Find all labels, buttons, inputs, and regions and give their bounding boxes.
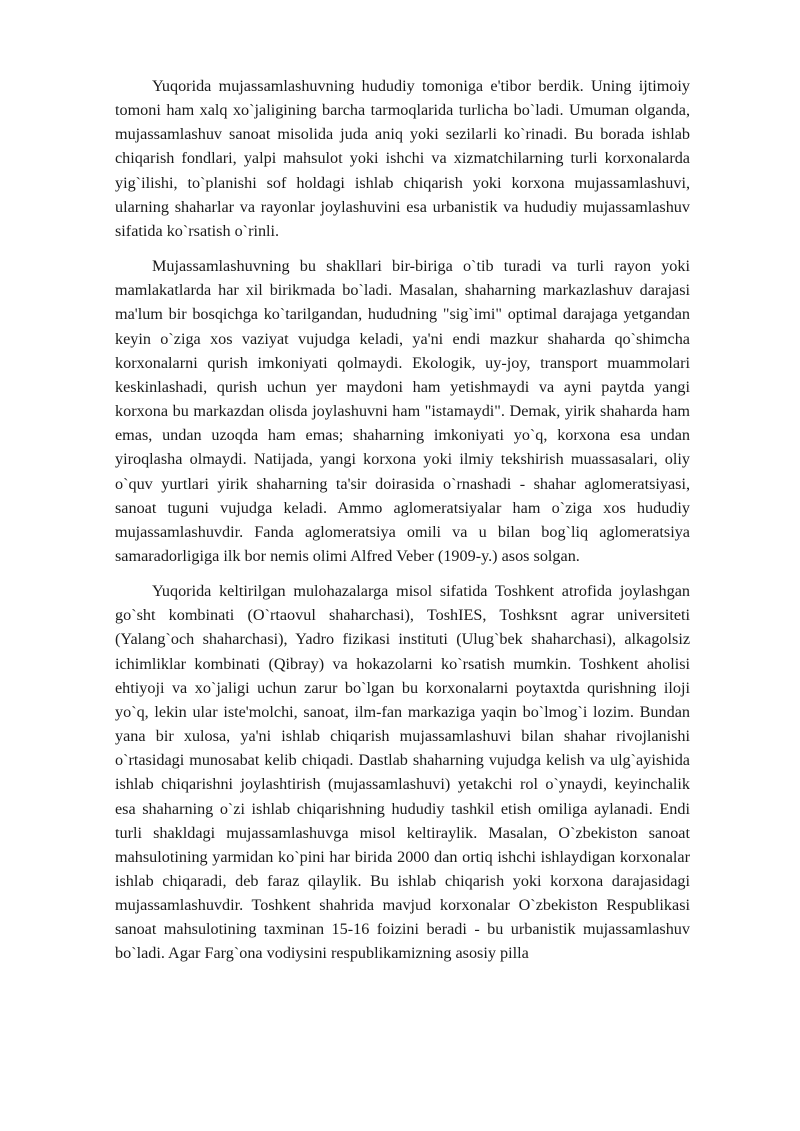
body-text	[115, 74, 690, 977]
paragraph-3: Yuqorida keltirilgan mulohazalarga misol sifatida Toshkent atrofida joylashgan go`sht kombinati (O`rtaovul shaharchasi), ToshIES, Toshksnt agrar universiteti (Yalang`och shaharchasi), Yadro fizikasi instituti (Ulug`bek shaharchasi), alkagolsiz ichimliklar kombinati (Qibray) va hokazolarni ko`rsatish mumkin. Toshkent aholisi ehtiyoji va xo`jaligi uchun zarur bo`lgan bu korxonalarni poytaxtda qurishning iloji yo`q, lekin ular iste'molchi, sanoat, ilm-fan markaziga yaqin bo`lmog`i lozim. Bundan yana bir xulosa, ya'ni ishlab chiqarish mujassamlashuvi bilan shahar rivojlanishi o`rtasidagi munosabat kelib chiqadi. Dastlab shaharning vujudga kelish va ulg`ayishida ishlab chiqarishni joylashtirish (mujassamlashuvi) yetakchi rol o`ynaydi, keyinchalik esa shaharning o`zi ishlab chiqarishning hududiy tashkil etish omiliga aylanadi. Endi turli shakldagi mujassamlashuvga misol keltiraylik. Masalan, O`zbekiston sanoat mahsulotining yarmidan ko`pini har birida 2000 dan ortiq ishchi ishlaydigan korxonalar ishlab chiqaradi, deb faraz qilaylik. Bu ishlab chiqarish yoki korxona darajasidagi mujassamlashuvdir. Toshkent shahrida mavjud korxonalar O`zbekiston Respublikasi sanoat mahsulotining taxminan 15-16 foizini beradi - bu urbanistik mujassamlashuv bo`ladi. Agar Farg`ona vodiysini respublikamizning asosiy pilla	[115, 582, 690, 963]
paragraph-1: Yuqorida mujassamlashuvning hududiy tomoniga e'tibor berdik. Uning ijtimoiy tomoni ham xalq xo`jaligining barcha tarmoqlarida turlicha bo`ladi. Umuman olganda, mujassamlashuv sanoat misolida juda aniq yoki sezilarli ko`rinadi. Bu borada ishlab chiqarish fondlari, yalpi mahsulot yoki ishchi va xizmatchilarning turli korxonalarda yig`ilishi, to`planishi sof holdagi ishlab chiqarish yoki korxona mujassamlashuvi, ularning shaharlar va rayonlar joylashuvini esa urbanistik va hududiy mujassamlashuv sifatida ko`rsatish o`rinli.	[115, 77, 690, 240]
paragraph-2: Mujassamlashuvning bu shakllari bir-biriga o`tib turadi va turli rayon yoki mamlakatlarda har xil birikmada bo`ladi. Masalan, shaharning markazlashuv darajasi ma'lum bir bosqichga ko`tarilgandan, hududning "sig`imi" optimal darajaga yetgandan keyin o`ziga xos vaziyat vujudga keladi, ya'ni endi mazkur shaharda qo`shimcha korxonalarni qurish imkoniyati qolmaydi. Ekologik, uy-joy, transport muammolari keskinlashadi, qurish uchun yer maydoni ham yetishmaydi va ayni paytda yangi korxona bu markazdan olisda joylashuvni ham "istamaydi". Demak, yirik shaharda ham emas, undan uzoqda ham emas; shaharning imkoniyati yo`q, korxona esa undan yiroqlasha olmaydi. Natijada, yangi korxona yoki ilmiy tekshirish muassasalari, oliy o`quv yurtlari yirik shaharning ta'sir doirasida o`rnashadi - shahar aglomeratsiyasi, sanoat tuguni vujudga keladi. Ammo aglomeratsiyalar ham o`ziga xos hududiy mujassamlashuvdir. Fanda aglomeratsiya omili va u bilan bog`liq aglomeratsiya samaradorligiga ilk bor nemis olimi Alfred Veber (1909-y.) asos solgan.	[115, 257, 690, 565]
